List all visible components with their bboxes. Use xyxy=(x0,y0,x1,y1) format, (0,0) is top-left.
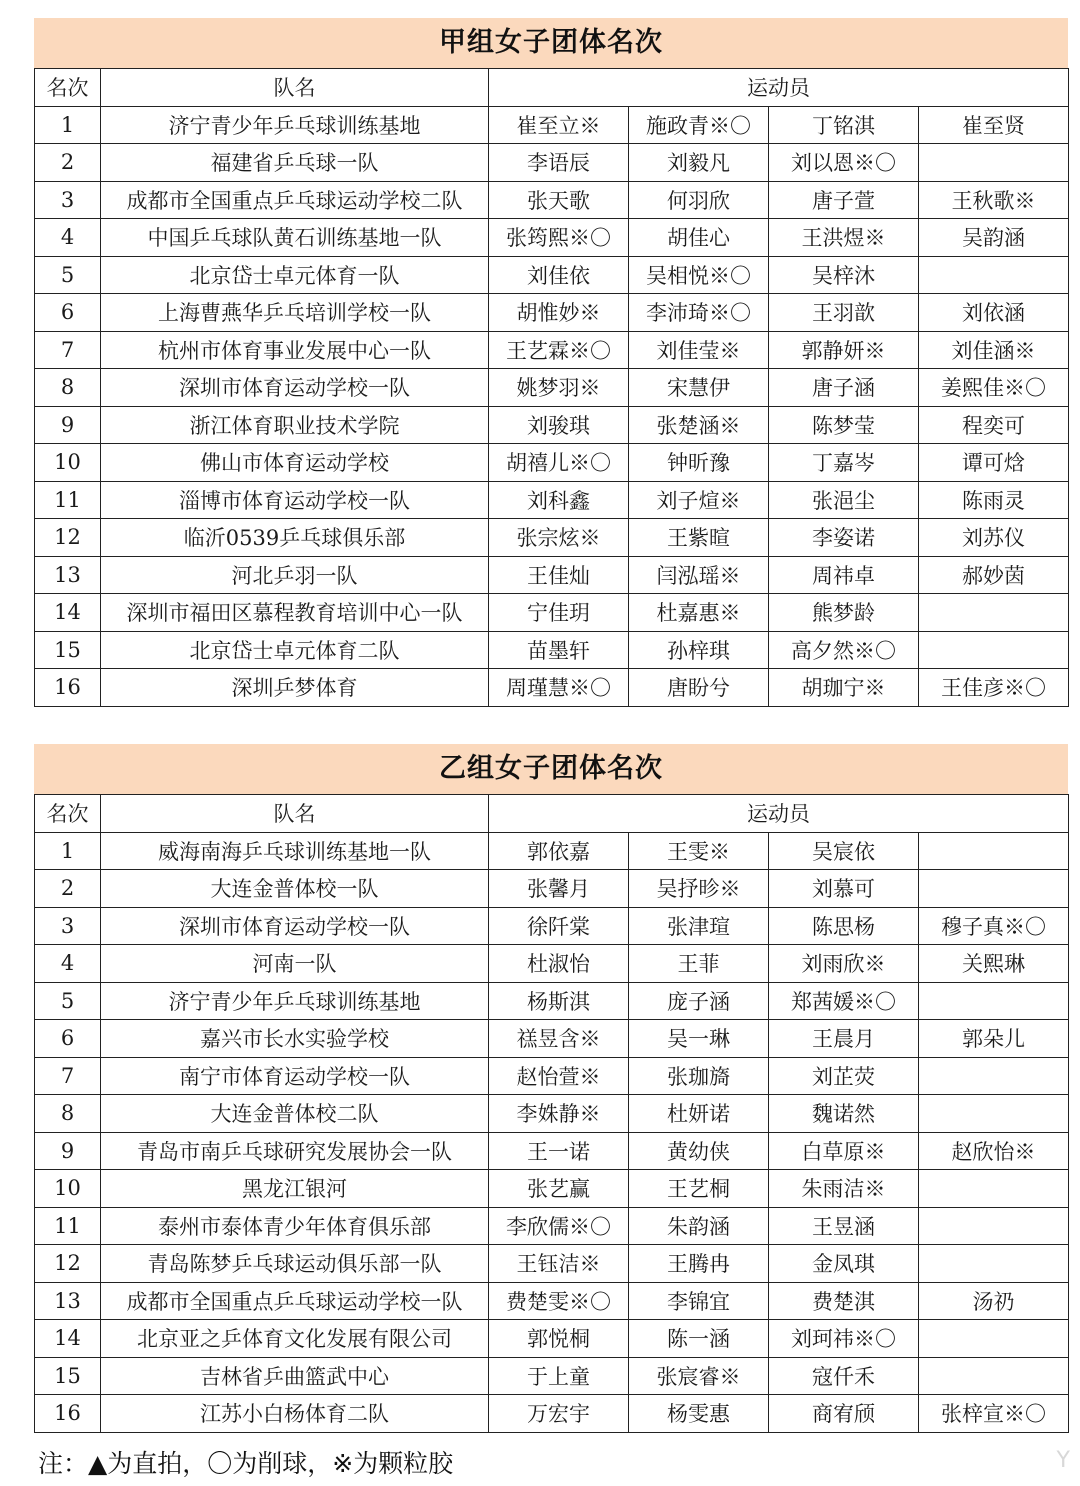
player-cell: 王佳彦※〇 xyxy=(919,669,1069,707)
rank-cell: 4 xyxy=(35,219,101,257)
player-cell: 张艺赢 xyxy=(489,1170,629,1208)
player-cell: 王洪煜※ xyxy=(769,219,919,257)
table-row xyxy=(35,519,1069,557)
player-cell: 唐盼兮 xyxy=(629,669,769,707)
team-cell: 江苏小白杨体育二队 xyxy=(101,1395,489,1433)
player-cell: 商宥颀 xyxy=(769,1395,919,1433)
player-cell: 姚梦羽※ xyxy=(489,369,629,407)
player-cell: 刘依涵 xyxy=(919,294,1069,332)
team-cell: 吉林省乒曲篮武中心 xyxy=(101,1357,489,1395)
player-cell: 丁嘉岑 xyxy=(769,444,919,482)
player-cell: 吴相悦※〇 xyxy=(629,256,769,294)
player-cell: 李欣儒※〇 xyxy=(489,1207,629,1245)
player-cell: 丁铭淇 xyxy=(769,106,919,144)
player-cell: 庞子涵 xyxy=(629,982,769,1020)
player-cell xyxy=(919,144,1069,182)
table-row xyxy=(35,669,1069,707)
player-cell: 王佳灿 xyxy=(489,556,629,594)
player-cell: 万宏宇 xyxy=(489,1395,629,1433)
table-row xyxy=(35,294,1069,332)
player-cell: 李姝静※ xyxy=(489,1095,629,1133)
header-team: 队名 xyxy=(101,69,489,107)
rank-cell: 6 xyxy=(35,1020,101,1058)
table-row xyxy=(35,406,1069,444)
team-cell: 浙江体育职业技术学院 xyxy=(101,406,489,444)
group-b-title: 乙组女子团体名次 xyxy=(34,744,1068,794)
header-rank: 名次 xyxy=(35,795,101,833)
table-row xyxy=(35,1132,1069,1170)
player-cell: 徐阡棠 xyxy=(489,907,629,945)
rank-cell: 4 xyxy=(35,945,101,983)
table-row xyxy=(35,832,1069,870)
team-cell: 成都市全国重点乒乓球运动学校一队 xyxy=(101,1282,489,1320)
player-cell: 张梓宣※〇 xyxy=(919,1395,1069,1433)
player-cell xyxy=(919,870,1069,908)
table-row xyxy=(35,1320,1069,1358)
player-cell: 费楚雯※〇 xyxy=(489,1282,629,1320)
player-cell: 郑茜媛※〇 xyxy=(769,982,919,1020)
player-cell: 于上童 xyxy=(489,1357,629,1395)
rank-cell: 12 xyxy=(35,1245,101,1283)
player-cell: 朱雨洁※ xyxy=(769,1170,919,1208)
player-cell xyxy=(919,1057,1069,1095)
rank-cell: 8 xyxy=(35,369,101,407)
player-cell: 郭悦桐 xyxy=(489,1320,629,1358)
table-row xyxy=(35,1245,1069,1283)
rank-cell: 15 xyxy=(35,631,101,669)
table-row xyxy=(35,945,1069,983)
table-row xyxy=(35,106,1069,144)
player-cell: 杨斯淇 xyxy=(489,982,629,1020)
player-cell: 张天歌 xyxy=(489,181,629,219)
player-cell: 刘科鑫 xyxy=(489,481,629,519)
team-cell: 临沂0539乒乓球俱乐部 xyxy=(101,519,489,557)
player-cell: 谭可焓 xyxy=(919,444,1069,482)
table-row xyxy=(35,631,1069,669)
table-row xyxy=(35,1395,1069,1433)
player-cell: 宁佳玥 xyxy=(489,594,629,632)
rank-cell: 3 xyxy=(35,907,101,945)
player-cell: 钟昕豫 xyxy=(629,444,769,482)
rank-cell: 13 xyxy=(35,556,101,594)
team-cell: 青岛陈梦乒乓球运动俱乐部一队 xyxy=(101,1245,489,1283)
player-cell: 王雯※ xyxy=(629,832,769,870)
player-cell: 陈雨灵 xyxy=(919,481,1069,519)
rank-cell: 1 xyxy=(35,832,101,870)
group-b-table xyxy=(34,794,1069,1433)
player-cell: 王紫暄 xyxy=(629,519,769,557)
player-cell: 赵欣怡※ xyxy=(919,1132,1069,1170)
rank-cell: 12 xyxy=(35,519,101,557)
team-cell: 深圳乒梦体育 xyxy=(101,669,489,707)
table-row xyxy=(35,481,1069,519)
group-a-section xyxy=(34,18,1068,707)
rank-cell: 2 xyxy=(35,870,101,908)
player-cell: 刘慕可 xyxy=(769,870,919,908)
player-cell: 刘以恩※〇 xyxy=(769,144,919,182)
group-a-title: 甲组女子团体名次 xyxy=(34,18,1068,68)
player-cell: 郭静妍※ xyxy=(769,331,919,369)
player-cell: 关熙琳 xyxy=(919,945,1069,983)
player-cell: 费楚淇 xyxy=(769,1282,919,1320)
player-cell: 刘佳依 xyxy=(489,256,629,294)
player-cell: 刘苏仪 xyxy=(919,519,1069,557)
rank-cell: 11 xyxy=(35,1207,101,1245)
team-cell: 威海南海乒乓球训练基地一队 xyxy=(101,832,489,870)
rank-cell: 5 xyxy=(35,982,101,1020)
player-cell: 刘芷荧 xyxy=(769,1057,919,1095)
player-cell: 白草原※ xyxy=(769,1132,919,1170)
player-cell: 崔至贤 xyxy=(919,106,1069,144)
player-cell: 胡珈宁※ xyxy=(769,669,919,707)
team-cell: 深圳市福田区慕程教育培训中心一队 xyxy=(101,594,489,632)
player-cell xyxy=(919,982,1069,1020)
player-cell: 陈一涵 xyxy=(629,1320,769,1358)
rank-cell: 16 xyxy=(35,669,101,707)
table-row xyxy=(35,444,1069,482)
team-cell: 深圳市体育运动学校一队 xyxy=(101,369,489,407)
player-cell: 施政青※〇 xyxy=(629,106,769,144)
table-row xyxy=(35,1057,1069,1095)
table-header-row xyxy=(35,795,1069,833)
player-cell: 李语辰 xyxy=(489,144,629,182)
player-cell: 魏诺然 xyxy=(769,1095,919,1133)
player-cell: 胡禧儿※〇 xyxy=(489,444,629,482)
group-b-section xyxy=(34,744,1068,1433)
rank-cell: 1 xyxy=(35,106,101,144)
player-cell xyxy=(919,594,1069,632)
player-cell xyxy=(919,1357,1069,1395)
rank-cell: 5 xyxy=(35,256,101,294)
player-cell: 禚昱含※ xyxy=(489,1020,629,1058)
player-cell: 王艺桐 xyxy=(629,1170,769,1208)
table-row xyxy=(35,1207,1069,1245)
player-cell: 李沛琦※〇 xyxy=(629,294,769,332)
team-cell: 北京亚之乒体育文化发展有限公司 xyxy=(101,1320,489,1358)
player-cell: 张楚涵※ xyxy=(629,406,769,444)
table-row xyxy=(35,331,1069,369)
player-cell: 胡佳心 xyxy=(629,219,769,257)
player-cell: 刘雨欣※ xyxy=(769,945,919,983)
rank-cell: 2 xyxy=(35,144,101,182)
player-cell: 高夕然※〇 xyxy=(769,631,919,669)
team-cell: 河南一队 xyxy=(101,945,489,983)
player-cell: 张宸睿※ xyxy=(629,1357,769,1395)
table-row xyxy=(35,1020,1069,1058)
player-cell: 张馨月 xyxy=(489,870,629,908)
team-cell: 大连金普体校一队 xyxy=(101,870,489,908)
rank-cell: 6 xyxy=(35,294,101,332)
watermark: Y xyxy=(1056,1448,1070,1473)
player-cell: 吴梓沐 xyxy=(769,256,919,294)
player-cell: 杨雯惠 xyxy=(629,1395,769,1433)
rank-cell: 10 xyxy=(35,1170,101,1208)
rank-cell: 10 xyxy=(35,444,101,482)
player-cell: 李锦宜 xyxy=(629,1282,769,1320)
table-header-row xyxy=(35,69,1069,107)
team-cell: 泰州市泰体青少年体育俱乐部 xyxy=(101,1207,489,1245)
table-row xyxy=(35,870,1069,908)
player-cell: 刘珂祎※〇 xyxy=(769,1320,919,1358)
player-cell xyxy=(919,832,1069,870)
team-cell: 深圳市体育运动学校一队 xyxy=(101,907,489,945)
player-cell: 刘子煊※ xyxy=(629,481,769,519)
player-cell: 孙梓琪 xyxy=(629,631,769,669)
team-cell: 青岛市南乒乓球研究发展协会一队 xyxy=(101,1132,489,1170)
player-cell: 王昱涵 xyxy=(769,1207,919,1245)
player-cell: 郭朵儿 xyxy=(919,1020,1069,1058)
team-cell: 上海曹燕华乒乓培训学校一队 xyxy=(101,294,489,332)
player-cell: 刘佳莹※ xyxy=(629,331,769,369)
header-rank: 名次 xyxy=(35,69,101,107)
player-cell: 胡惟妙※ xyxy=(489,294,629,332)
player-cell: 崔至立※ xyxy=(489,106,629,144)
player-cell: 熊梦龄 xyxy=(769,594,919,632)
team-cell: 大连金普体校二队 xyxy=(101,1095,489,1133)
team-cell: 南宁市体育运动学校一队 xyxy=(101,1057,489,1095)
player-cell: 姜熙佳※〇 xyxy=(919,369,1069,407)
rank-cell: 7 xyxy=(35,1057,101,1095)
team-cell: 济宁青少年乒乓球训练基地 xyxy=(101,106,489,144)
team-cell: 黑龙江银河 xyxy=(101,1170,489,1208)
rank-cell: 14 xyxy=(35,1320,101,1358)
player-cell: 吴宸依 xyxy=(769,832,919,870)
player-cell: 李姿诺 xyxy=(769,519,919,557)
rank-cell: 7 xyxy=(35,331,101,369)
team-cell: 济宁青少年乒乓球训练基地 xyxy=(101,982,489,1020)
group-a-table xyxy=(34,68,1069,707)
table-row xyxy=(35,369,1069,407)
player-cell: 张津瑄 xyxy=(629,907,769,945)
player-cell: 穆子真※〇 xyxy=(919,907,1069,945)
player-cell: 陈梦莹 xyxy=(769,406,919,444)
player-cell: 王腾冉 xyxy=(629,1245,769,1283)
player-cell xyxy=(919,1095,1069,1133)
player-cell: 王晨月 xyxy=(769,1020,919,1058)
team-cell: 北京岱士卓元体育二队 xyxy=(101,631,489,669)
player-cell: 郭依嘉 xyxy=(489,832,629,870)
player-cell: 苗墨轩 xyxy=(489,631,629,669)
player-cell: 张珈旖 xyxy=(629,1057,769,1095)
table-row xyxy=(35,982,1069,1020)
player-cell: 王艺霖※〇 xyxy=(489,331,629,369)
rank-cell: 15 xyxy=(35,1357,101,1395)
player-cell: 周祎卓 xyxy=(769,556,919,594)
team-cell: 佛山市体育运动学校 xyxy=(101,444,489,482)
team-cell: 河北乒羽一队 xyxy=(101,556,489,594)
player-cell: 周瑾慧※〇 xyxy=(489,669,629,707)
rank-cell: 14 xyxy=(35,594,101,632)
player-cell: 杜淑怡 xyxy=(489,945,629,983)
player-cell: 王钰洁※ xyxy=(489,1245,629,1283)
player-cell: 赵怡萱※ xyxy=(489,1057,629,1095)
table-row xyxy=(35,1282,1069,1320)
team-cell: 杭州市体育事业发展中心一队 xyxy=(101,331,489,369)
table-row xyxy=(35,1357,1069,1395)
team-cell: 中国乒乓球队黄石训练基地一队 xyxy=(101,219,489,257)
table-row xyxy=(35,144,1069,182)
player-cell: 金凤琪 xyxy=(769,1245,919,1283)
player-cell: 杜妍诺 xyxy=(629,1095,769,1133)
header-players: 运动员 xyxy=(489,795,1069,833)
player-cell xyxy=(919,631,1069,669)
player-cell: 朱韵涵 xyxy=(629,1207,769,1245)
player-cell: 吴韵涵 xyxy=(919,219,1069,257)
rank-cell: 13 xyxy=(35,1282,101,1320)
table-row xyxy=(35,1170,1069,1208)
rank-cell: 9 xyxy=(35,406,101,444)
player-cell: 刘毅凡 xyxy=(629,144,769,182)
player-cell: 吴一琳 xyxy=(629,1020,769,1058)
player-cell: 闫泓瑶※ xyxy=(629,556,769,594)
player-cell: 刘骏琪 xyxy=(489,406,629,444)
player-cell: 刘佳涵※ xyxy=(919,331,1069,369)
player-cell: 张宗炫※ xyxy=(489,519,629,557)
table-row xyxy=(35,907,1069,945)
player-cell: 王秋歌※ xyxy=(919,181,1069,219)
player-cell: 吴抒昣※ xyxy=(629,870,769,908)
player-cell: 王菲 xyxy=(629,945,769,983)
table-row xyxy=(35,181,1069,219)
player-cell xyxy=(919,1170,1069,1208)
player-cell: 寇仟禾 xyxy=(769,1357,919,1395)
team-cell: 成都市全国重点乒乓球运动学校二队 xyxy=(101,181,489,219)
rank-cell: 11 xyxy=(35,481,101,519)
player-cell: 唐子涵 xyxy=(769,369,919,407)
rank-cell: 8 xyxy=(35,1095,101,1133)
table-row xyxy=(35,256,1069,294)
player-cell xyxy=(919,256,1069,294)
player-cell xyxy=(919,1207,1069,1245)
player-cell: 杜嘉惠※ xyxy=(629,594,769,632)
player-cell: 张浥尘 xyxy=(769,481,919,519)
player-cell: 郝妙茵 xyxy=(919,556,1069,594)
rank-cell: 16 xyxy=(35,1395,101,1433)
table-row xyxy=(35,1095,1069,1133)
table-row xyxy=(35,556,1069,594)
player-cell: 陈思杨 xyxy=(769,907,919,945)
player-cell: 汤礽 xyxy=(919,1282,1069,1320)
team-cell: 嘉兴市长水实验学校 xyxy=(101,1020,489,1058)
player-cell: 黄幼侠 xyxy=(629,1132,769,1170)
table-row xyxy=(35,594,1069,632)
player-cell: 宋慧伊 xyxy=(629,369,769,407)
team-cell: 北京岱士卓元体育一队 xyxy=(101,256,489,294)
player-cell: 王一诺 xyxy=(489,1132,629,1170)
team-cell: 淄博市体育运动学校一队 xyxy=(101,481,489,519)
player-cell xyxy=(919,1320,1069,1358)
player-cell: 王羽歆 xyxy=(769,294,919,332)
header-players: 运动员 xyxy=(489,69,1069,107)
player-cell: 何羽欣 xyxy=(629,181,769,219)
player-cell: 张筠熙※〇 xyxy=(489,219,629,257)
team-cell: 福建省乒乓球一队 xyxy=(101,144,489,182)
rank-cell: 9 xyxy=(35,1132,101,1170)
player-cell xyxy=(919,1245,1069,1283)
player-cell: 程奕可 xyxy=(919,406,1069,444)
legend-note: 注：▲为直拍，〇为削球，※为颗粒胶 xyxy=(38,1449,454,1478)
rank-cell: 3 xyxy=(35,181,101,219)
table-row xyxy=(35,219,1069,257)
header-team: 队名 xyxy=(101,795,489,833)
player-cell: 唐子萱 xyxy=(769,181,919,219)
